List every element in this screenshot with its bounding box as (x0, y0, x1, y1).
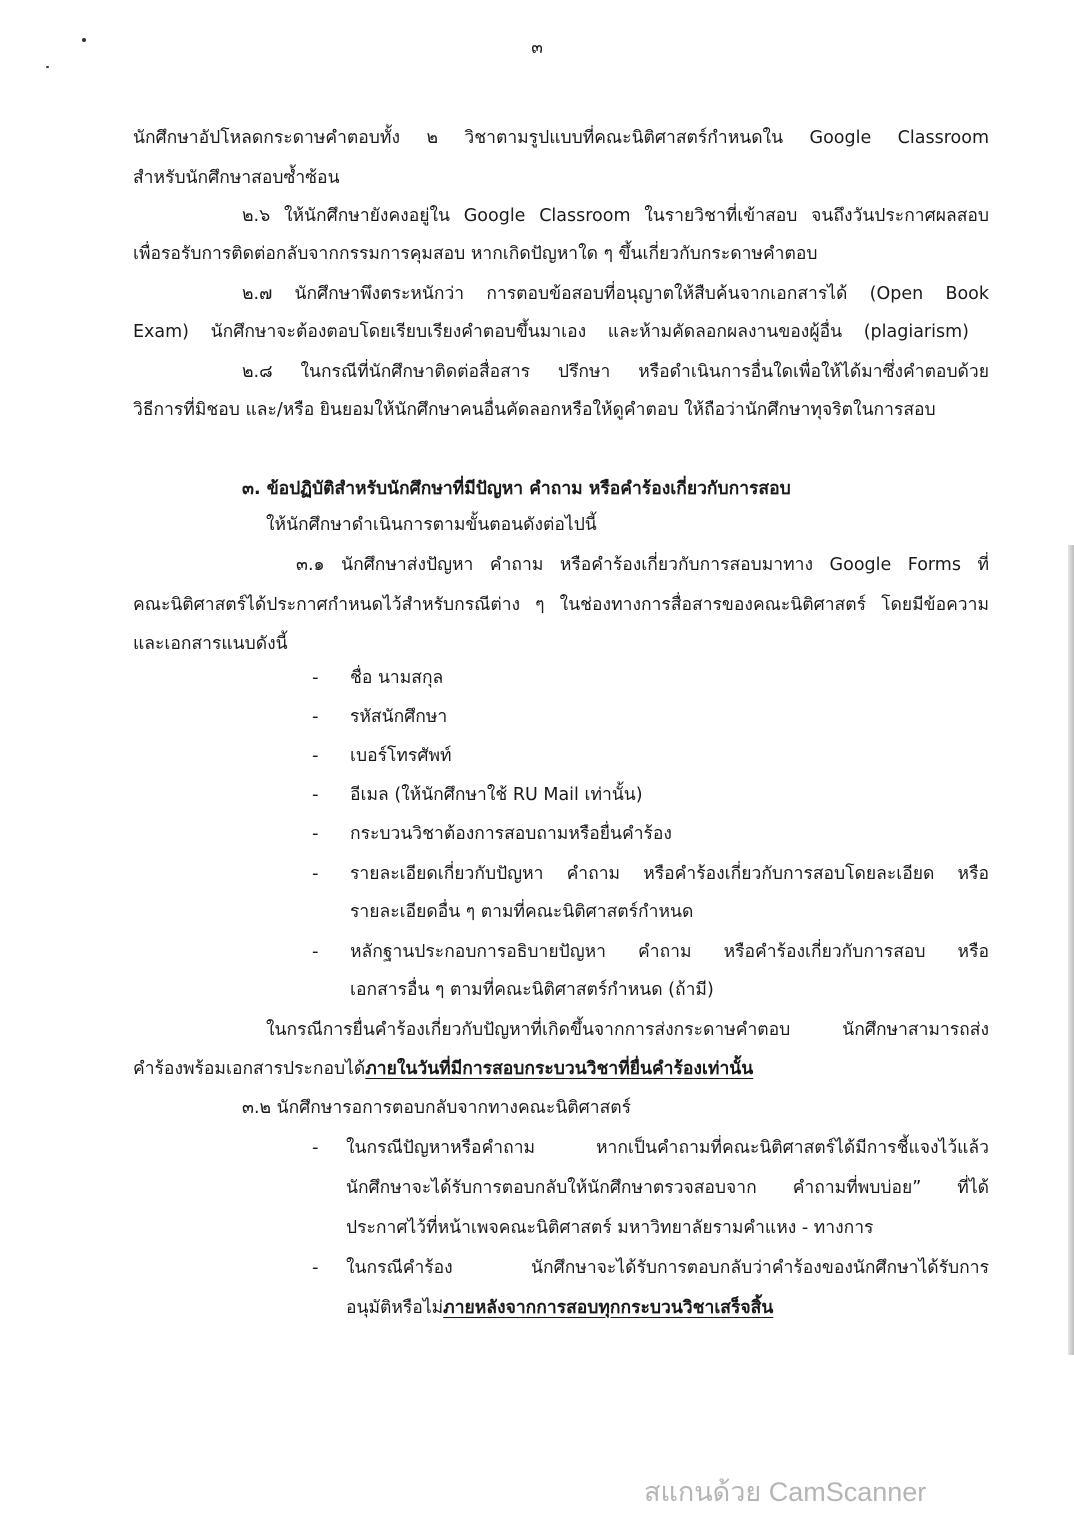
item-2-7-line: ๒.๗ นักศึกษาพึงตระหนักว่า การตอบข้อสอบที่อนุญาตให้สืบค้นจากเอกสารได้ (Open Book (242, 284, 989, 304)
item-3-1-line: ๓.๑ นักศึกษาส่งปัญหา คำถาม หรือคำร้องเกี่ยวกับการสอบมาทาง Google Forms ที่ (296, 555, 989, 575)
list-item: รายละเอียดเกี่ยวกับปัญหา คำถาม หรือคำร้องเกี่ยวกับการสอบโดยละเอียด หรือ (350, 864, 989, 884)
item-3-1-line: คณะนิติศาสตร์ได้ประกาศกำหนดไว้สำหรับกรณีต่าง ๆ ในช่องทางการสื่อสารของคณะนิติศาสตร์ โดยมีข้อความ (133, 595, 989, 615)
list-item: เบอร์โทรศัพท์ (350, 746, 452, 766)
item-2-7-line: Exam) นักศึกษาจะต้องตอบโดยเรียบเรียงคำตอบขึ้นมาเอง และห้ามคัดลอกผลงานของผู้อื่น (plagiarism) (133, 322, 969, 342)
item-2-8-line: วิธีการที่มิชอบ และ/หรือ ยินยอมให้นักศึกษาคนอื่นคัดลอกหรือให้ดูคำตอบ ให้ถือว่านักศึกษาทุจริตในการสอบ (133, 400, 936, 420)
list-item: หลักฐานประกอบการอธิบายปัญหา คำถาม หรือคำร้องเกี่ยวกับการสอบ หรือ (350, 942, 989, 962)
bullet-dash: - (312, 941, 319, 962)
list-item-continuation: เอกสารอื่น ๆ ตามที่คณะนิติศาสตร์กำหนด (ถ้ามี) (350, 980, 714, 1000)
approval-text: อนุมัติหรือไม่ (346, 1298, 444, 1318)
approval-timing-emphasis: ภายหลังจากการสอบทุกกระบวนวิชาเสร็จสิ้น (443, 1298, 774, 1318)
paragraph-line: นักศึกษาอัปโหลดกระดาษคำตอบทั้ง ๒ วิชาตามรูปแบบที่คณะนิติศาสตร์กำหนดใน Google Classroom (133, 128, 989, 148)
bullet-dash: - (312, 706, 319, 727)
request-text: คำร้องพร้อมเอกสารประกอบได้ (133, 1059, 366, 1079)
camscanner-watermark: สแกนด้วย CamScanner (644, 1477, 927, 1507)
item-2-8-line: ๒.๘ ในกรณีที่นักศึกษาติดต่อสื่อสาร ปรึกษา หรือดำเนินการอื่นใดเพื่อให้ได้มาซึ่งคำตอบด้วย (242, 362, 989, 382)
list-item-continuation: ประกาศไว้ที่หน้าเพจคณะนิติศาสตร์ มหาวิทยาลัยรามคำแหง - ทางการ (346, 1218, 874, 1238)
list-item: ในกรณีคำร้อง นักศึกษาจะได้รับการตอบกลับว่าคำร้องของนักศึกษาได้รับการ (346, 1258, 989, 1278)
request-deadline-emphasis: ภายในวันที่มีการสอบกระบวนวิชาที่ยื่นคำร้องเท่านั้น (365, 1059, 754, 1079)
bullet-dash: - (312, 784, 319, 805)
list-item: กระบวนวิชาต้องการสอบถามหรือยื่นคำร้อง (350, 824, 672, 844)
bullet-dash: - (312, 823, 319, 844)
scrollbar[interactable] (1068, 545, 1074, 1355)
item-3-1-line: และเอกสารแนบดังนี้ (133, 634, 288, 654)
list-item-continuation: นักศึกษาจะได้รับการตอบกลับให้นักศึกษาตรวจสอบจาก คำถามที่พบบ่อย” ที่ได้ (346, 1178, 989, 1198)
item-3-2-heading: ๓.๒ นักศึกษารอการตอบกลับจากทางคณะนิติศาสตร์ (242, 1098, 632, 1118)
paragraph-line: สำหรับนักศึกษาสอบซ้ำซ้อน (133, 168, 340, 188)
list-item: รหัสนักศึกษา (350, 707, 448, 727)
scan-speck (46, 66, 49, 68)
bullet-dash: - (312, 1137, 319, 1158)
item-2-6-line: เพื่อรอรับการติดต่อกลับจากกรรมการคุมสอบ หากเกิดปัญหาใด ๆ ขึ้นเกี่ยวกับกระดาษคำตอบ (133, 244, 818, 264)
list-item-continuation (346, 1296, 773, 1320)
item-2-6-line: ๒.๖ ให้นักศึกษายังคงอยู่ใน Google Classroom ในรายวิชาที่เข้าสอบ จนถึงวันประกาศผลสอบ (242, 206, 989, 226)
section-heading: ๓. ข้อปฏิบัติสำหรับนักศึกษาที่มีปัญหา คำถาม หรือคำร้องเกี่ยวกับการสอบ (242, 479, 791, 499)
list-item: ในกรณีปัญหาหรือคำถาม หากเป็นคำถามที่คณะนิติศาสตร์ได้มีการชี้แจงไว้แล้ว (346, 1138, 989, 1158)
request-paragraph-line (133, 1057, 753, 1081)
list-item-continuation: รายละเอียดอื่น ๆ ตามที่คณะนิติศาสตร์กำหนด (350, 902, 694, 922)
list-item: อีเมล (ให้นักศึกษาใช้ RU Mail เท่านั้น) (350, 785, 643, 805)
bullet-dash: - (312, 667, 319, 688)
section-intro: ให้นักศึกษาดำเนินการตามขั้นตอนดังต่อไปนี้ (266, 515, 597, 535)
page-number: ๓ (531, 38, 543, 58)
bullet-dash: - (312, 863, 319, 884)
bullet-dash: - (312, 745, 319, 766)
request-paragraph-line: ในกรณีการยื่นคำร้องเกี่ยวกับปัญหาที่เกิดขึ้นจากการส่งกระดาษคำตอบ นักศึกษาสามารถส่ง (266, 1020, 989, 1040)
list-item: ชื่อ นามสกุล (350, 668, 444, 688)
bullet-dash: - (312, 1257, 319, 1278)
